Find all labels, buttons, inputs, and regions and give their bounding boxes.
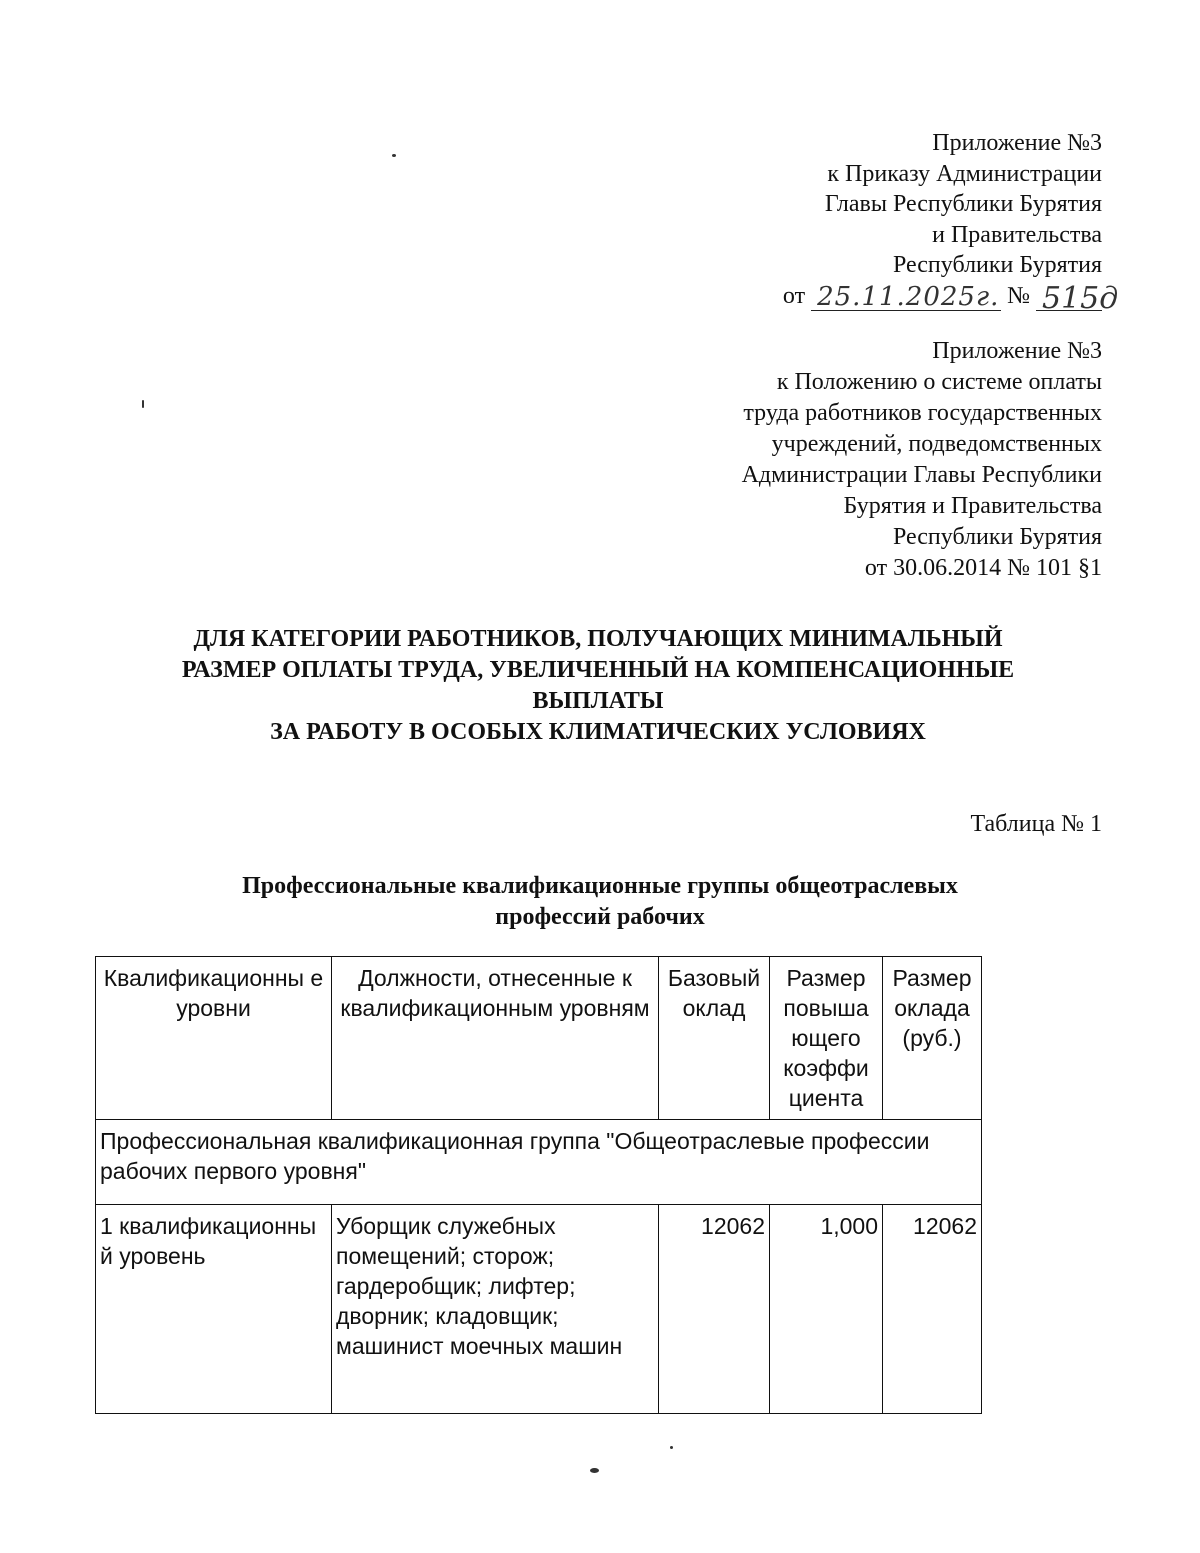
header-line: от 30.06.2014 № 101 §1: [864, 555, 1102, 581]
cell-coefficient: 1,000: [770, 1205, 883, 1414]
cell-positions: Уборщик служебных помещений; сторож; гардеробщик; лифтер; дворник; кладовщик; машинист моечных машин: [332, 1205, 659, 1414]
title-line: РАЗМЕР ОПЛАТЫ ТРУДА, УВЕЛИЧЕННЫЙ НА КОМПЕНСАЦИОННЫЕ: [181, 657, 1015, 683]
header-line: Республики Бурятия: [893, 252, 1102, 278]
table-title: [0, 871, 1200, 933]
number-blank: [1036, 280, 1119, 316]
document-title: [0, 624, 1200, 748]
date-blank: [811, 281, 1001, 312]
handwritten-date: 25.11.2025г.: [817, 281, 1000, 312]
table-number: Таблица № 1: [970, 811, 1102, 837]
scan-speck: [392, 154, 396, 157]
header-line: и Правительства: [932, 221, 1102, 248]
scan-speck: [142, 400, 144, 408]
order-attachment-header: [782, 128, 1119, 316]
header-line: Республики Бурятия: [893, 524, 1102, 550]
header-qualification-levels: Квалификационны е уровни: [96, 957, 332, 1120]
table-row: [96, 1205, 982, 1414]
header-line: труда работников государственных: [743, 400, 1102, 426]
date-prefix: от: [782, 282, 806, 309]
handwritten-number: 515д: [1042, 280, 1119, 316]
header-salary-amount: Размер оклада (руб.): [883, 957, 982, 1120]
group-label: Профессиональная квалификационная группа "Общеотраслевые профессии рабочих первого уровня": [96, 1120, 982, 1205]
table-title-line: профессий рабочих: [495, 904, 705, 930]
title-line: ЗА РАБОТУ В ОСОБЫХ КЛИМАТИЧЕСКИХ УСЛОВИЯХ: [270, 719, 926, 745]
scan-speck: [590, 1468, 599, 1473]
cell-salary: 12062: [883, 1205, 982, 1414]
title-line: ДЛЯ КАТЕГОРИИ РАБОТНИКОВ, ПОЛУЧАЮЩИХ МИНИМАЛЬНЫЙ: [193, 626, 1003, 652]
cell-level: 1 квалификационны й уровень: [96, 1205, 332, 1414]
header-positions: Должности, отнесенные к квалификационным уровням: [332, 957, 659, 1120]
regulation-attachment-header: [742, 336, 1102, 584]
table-title-line: Профессиональные квалификационные группы общеотраслевых: [242, 873, 958, 899]
scan-speck: [670, 1446, 673, 1449]
salary-table: [95, 956, 982, 1414]
group-row: [96, 1120, 982, 1205]
table-header-row: [96, 957, 982, 1120]
header-line: Главы Республики Бурятия: [824, 191, 1102, 217]
header-line: Приложение №3: [932, 130, 1102, 156]
header-coefficient: Размер повыша ющего коэффи циента: [770, 957, 883, 1120]
header-line: учреждений, подведомственных: [771, 431, 1102, 457]
header-line: Администрации Главы Республики: [741, 462, 1102, 488]
order-date-number-line: [782, 280, 1119, 316]
title-line: ВЫПЛАТЫ: [532, 688, 664, 714]
header-base-salary: Базовый оклад: [659, 957, 770, 1120]
header-line: к Положению о системе оплаты: [776, 369, 1102, 395]
header-line: Приложение №3: [932, 338, 1102, 364]
header-line: Бурятия и Правительства: [843, 493, 1102, 519]
cell-base-salary: 12062: [659, 1205, 770, 1414]
header-line: к Приказу Администрации: [827, 160, 1102, 187]
number-prefix: №: [1007, 282, 1030, 309]
